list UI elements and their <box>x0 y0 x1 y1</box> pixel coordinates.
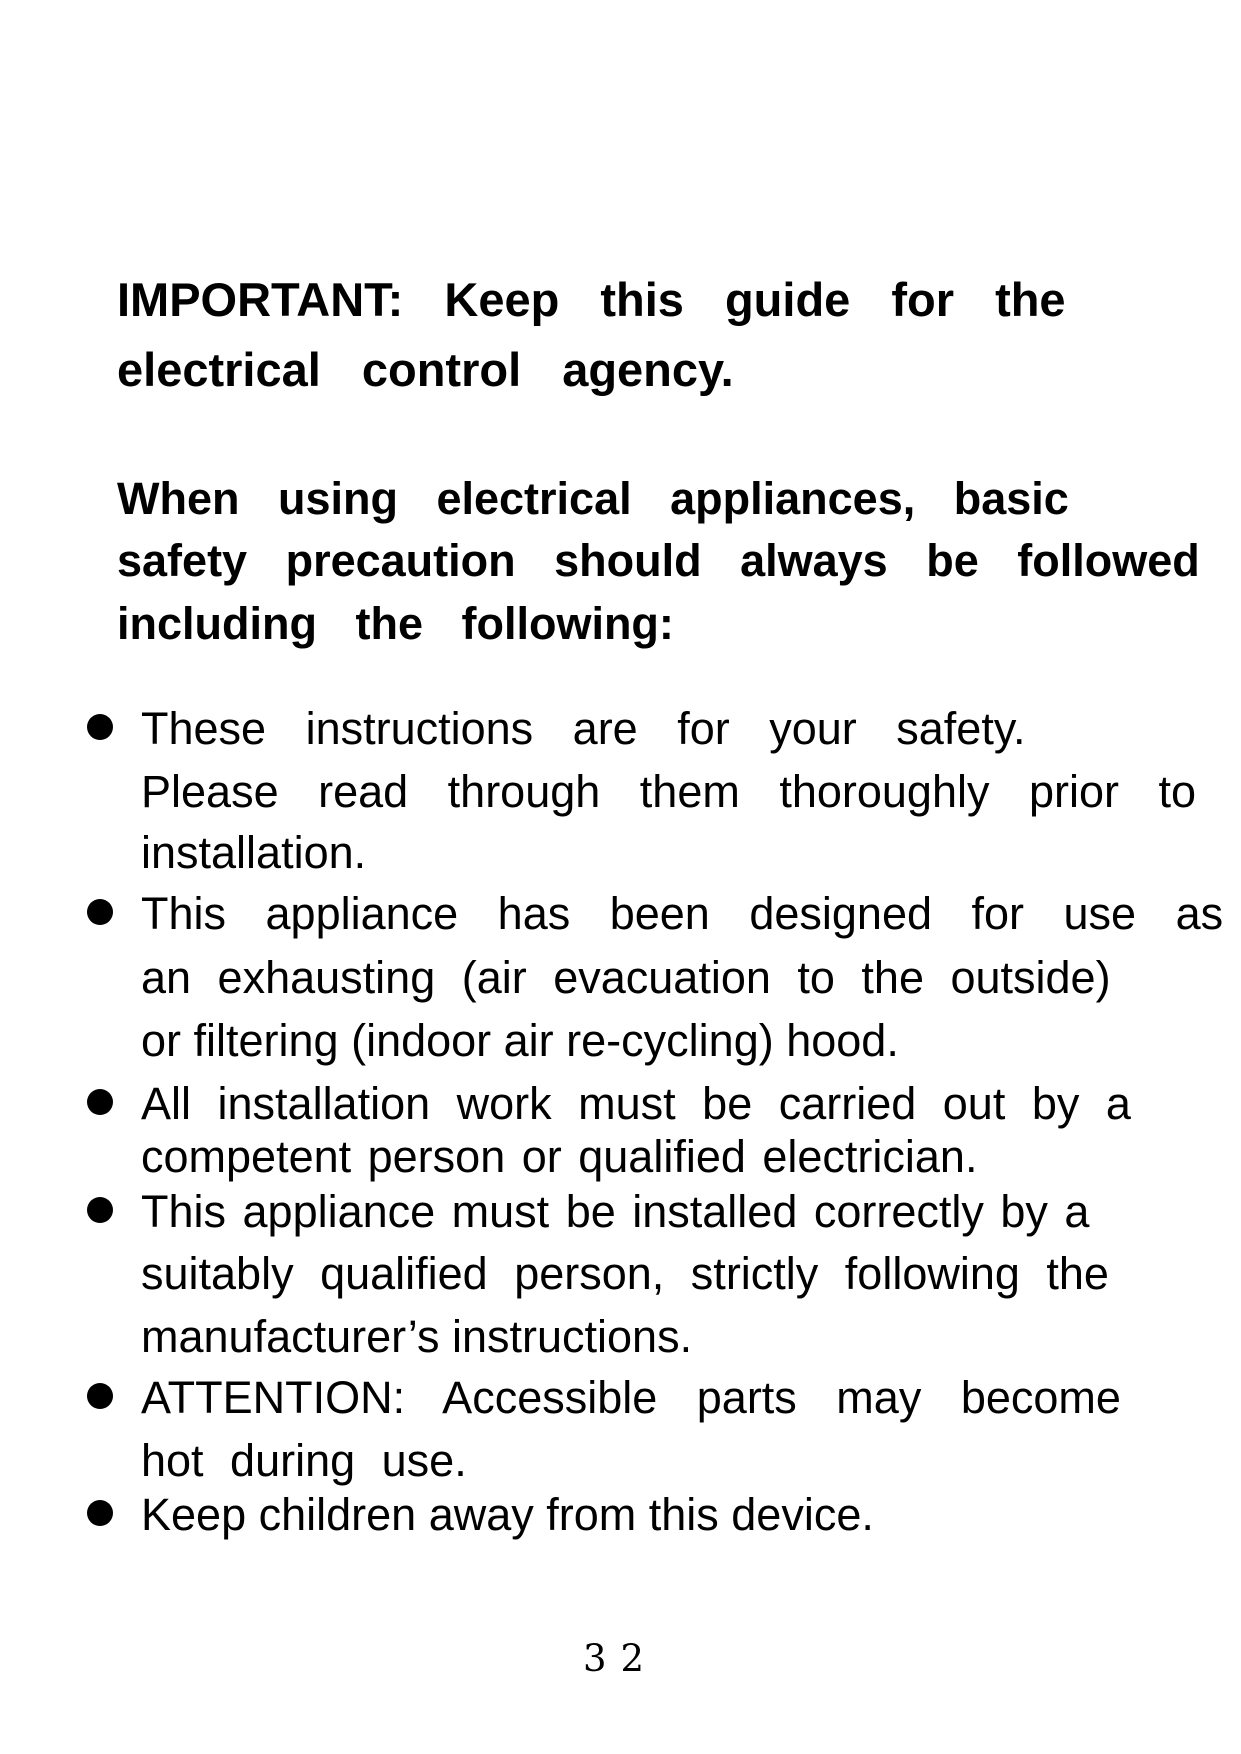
list-item-line: suitably qualified person, strictly following the <box>141 1248 1109 1299</box>
notice-line: including the following: <box>117 598 674 649</box>
bullet-icon <box>87 899 113 925</box>
bullet-icon <box>87 714 113 740</box>
list-item-line: All installation work must be carried out by a <box>141 1078 1131 1129</box>
heading-line: IMPORTANT: Keep this guide for the <box>117 273 1066 326</box>
notice-line: When using electrical appliances, basic <box>117 473 1069 524</box>
list-item-line: hot during use. <box>141 1435 467 1486</box>
list-item-line: installation. <box>141 827 367 878</box>
bullet-icon <box>87 1500 113 1526</box>
heading-line: electrical control agency. <box>117 343 734 396</box>
list-item-line: Keep children away from this device. <box>141 1489 874 1540</box>
list-item-line: These instructions are for your safety. <box>141 703 1026 754</box>
list-item-line: This appliance has been designed for use as <box>141 888 1224 939</box>
list-item-line: an exhausting (air evacuation to the outside) <box>141 952 1111 1003</box>
list-item-line: This appliance must be installed correctly by a <box>141 1186 1090 1237</box>
list-item-line: ATTENTION: Accessible parts may become <box>141 1372 1121 1423</box>
page-number: 32 <box>582 1637 659 1680</box>
bullet-icon <box>87 1383 113 1409</box>
list-item-line: manufacturer’s instructions. <box>141 1311 693 1362</box>
notice-line: safety precaution should always be followed <box>117 535 1200 586</box>
list-item-line: competent person or qualified electrician. <box>141 1131 978 1182</box>
bullet-icon <box>87 1089 113 1115</box>
list-item-line: Please read through them thoroughly prior to <box>141 766 1197 817</box>
bullet-icon <box>87 1197 113 1223</box>
list-item-line: or filtering (indoor air re-cycling) hood. <box>141 1015 899 1066</box>
